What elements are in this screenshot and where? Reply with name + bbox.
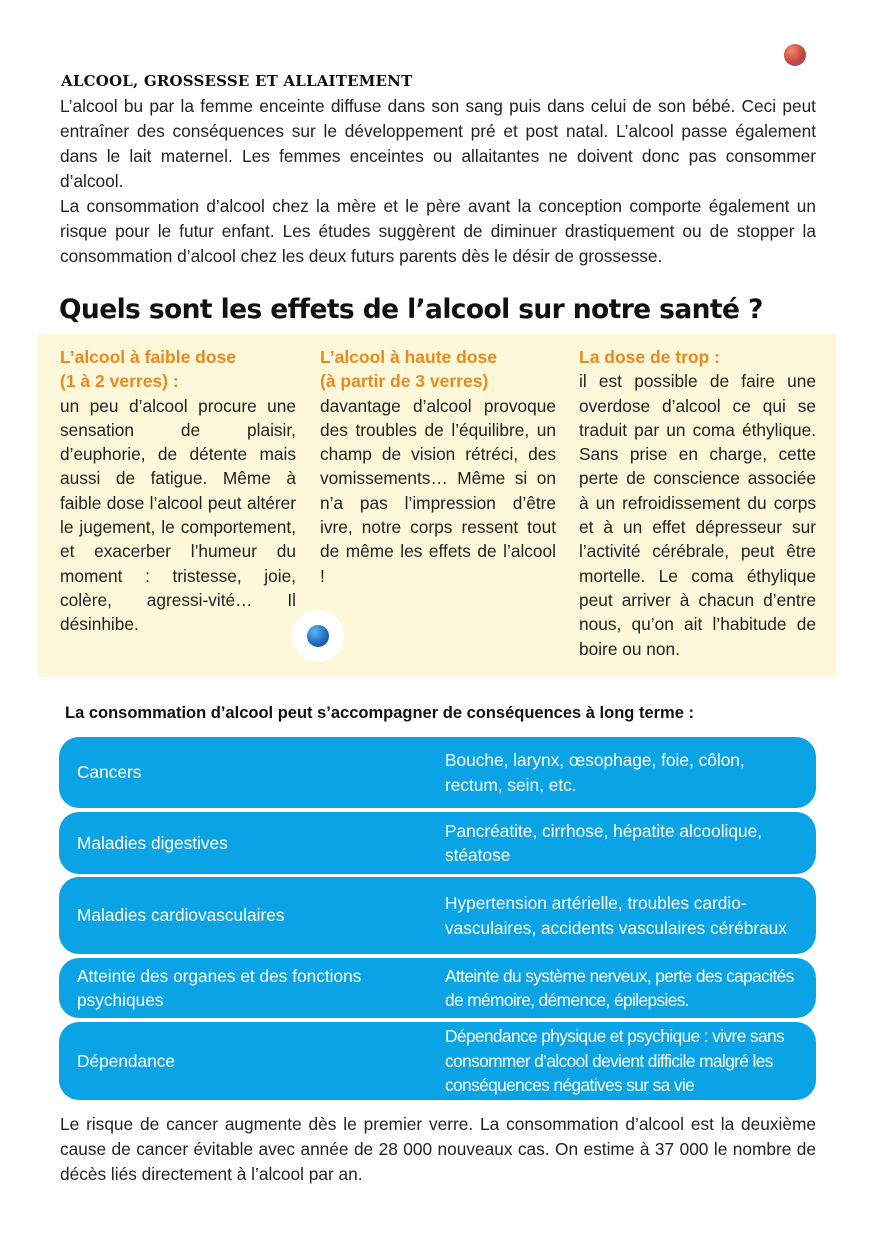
column-subtitle: (à partir de 3 verres): [320, 371, 489, 392]
closing-text: Le risque de cancer augmente dès le premier verre. La consommation d’alcool est la deuxième cause de cancer évitable avec année de 28 000 nouveaux cas. On estime à 37 000 le nombre de décès liés directement à l’alcool par an.: [60, 1114, 816, 1184]
column-title: L’alcool à haute dose: [320, 347, 497, 367]
consequence-detail: Dépendance physique et psychique : vivre sans consommer d’alcool devient difficile malgré les conséquences négatives sur sa vie: [445, 1026, 785, 1096]
column-text: un peu d’alcool procure une sensation de plaisir, d’euphorie, de détente mais aussi de fatigue. Même à faible dose l’alcool peut altérer le jugement, le comportement, et exacerber l’humeur du moment : tristesse, joie, colère, agressi-vité… Il désinhibe.: [60, 395, 296, 635]
consequence-label: Cancers: [77, 762, 142, 783]
page-title: Quels sont les effets de l’alcool sur notre santé ?: [59, 294, 763, 325]
consequence-label: Dépendance: [77, 1050, 176, 1071]
column-text: davantage d’alcool provoque des troubles de l’équilibre, un champ de vision rétréci, des vomissements… Même si on n’a pas l’impression d’être ivre, notre corps ressent tout de même les effets de l’alcool !: [320, 395, 556, 586]
intro-paragraph: La consommation d’alcool chez la mère et le père avant la conception comporte également un risque pour le futur enfant. Les études suggèrent de diminuer drastiquement ou de stopper la consommation d’alcool chez les deux futurs parents dès le désir de grossesse.: [60, 196, 816, 266]
effects-column-overdose: [579, 345, 816, 661]
consequence-detail: Atteinte du système nerveux, perte des capacités de mémoire, démence, épilepsies.: [445, 965, 794, 1010]
column-title: L’alcool à faible dose: [60, 347, 237, 367]
consequence-label: Maladies digestives: [77, 832, 228, 853]
column-text: il est possible de faire une overdose d’alcool ce qui se traduit par un coma éthylique. Sans prise en charge, cette perte de conscience associée à un refroidissement du corps et à un effet dépresseur sur l’activité cérébrale, peut être mortelle. Le coma éthylique peut arriver à chacun d’entre nous, qu’on ait l’habitude de boire ou non.: [579, 371, 816, 659]
blue-dot-icon: [307, 625, 329, 647]
column-subtitle: (1 à 2 verres) :: [60, 371, 179, 392]
consequence-row-cancers: [59, 737, 816, 808]
consequence-label: Atteinte des organes et des fonctions psychiques: [77, 965, 362, 1010]
long-term-heading: La consommation d’alcool peut s’accompagner de conséquences à long terme :: [65, 704, 694, 722]
consequence-detail: Pancréatite, cirrhose, hépatite alcoolique, stéatose: [445, 820, 763, 865]
intro-paragraph: L’alcool bu par la femme enceinte diffuse dans son sang puis dans celui de son bébé. Ceci peut entraîner des conséquences sur le développement pré et post natal. L’alcool passe également dans le lait maternel. Les femmes enceintes ou allaitantes ne doivent donc pas consommer d’alcool.: [60, 96, 816, 191]
consequence-detail: Bouche, larynx, œsophage, foie, côlon, rectum, sein, etc.: [445, 750, 745, 795]
consequence-row-digestive: [59, 812, 816, 874]
effects-column-high-dose: [320, 345, 556, 588]
effects-column-low-dose: [60, 345, 296, 637]
column-title: La dose de trop :: [579, 347, 720, 367]
consequence-label: Maladies cardiovasculaires: [77, 905, 285, 926]
section-heading: ALCOOL, GROSSESSE ET ALLAITEMENT: [61, 72, 413, 90]
consequence-row-psychic: [59, 958, 816, 1018]
consequence-row-cardiovascular: [59, 877, 816, 954]
consequence-detail: Hypertension artérielle, troubles cardio-vasculaires, accidents vasculaires cérébraux: [445, 893, 787, 938]
decorative-blue-dot: [292, 610, 344, 662]
decorative-red-dot: [784, 44, 806, 66]
consequence-row-dependence: [59, 1022, 816, 1100]
intro-text: [60, 94, 816, 269]
